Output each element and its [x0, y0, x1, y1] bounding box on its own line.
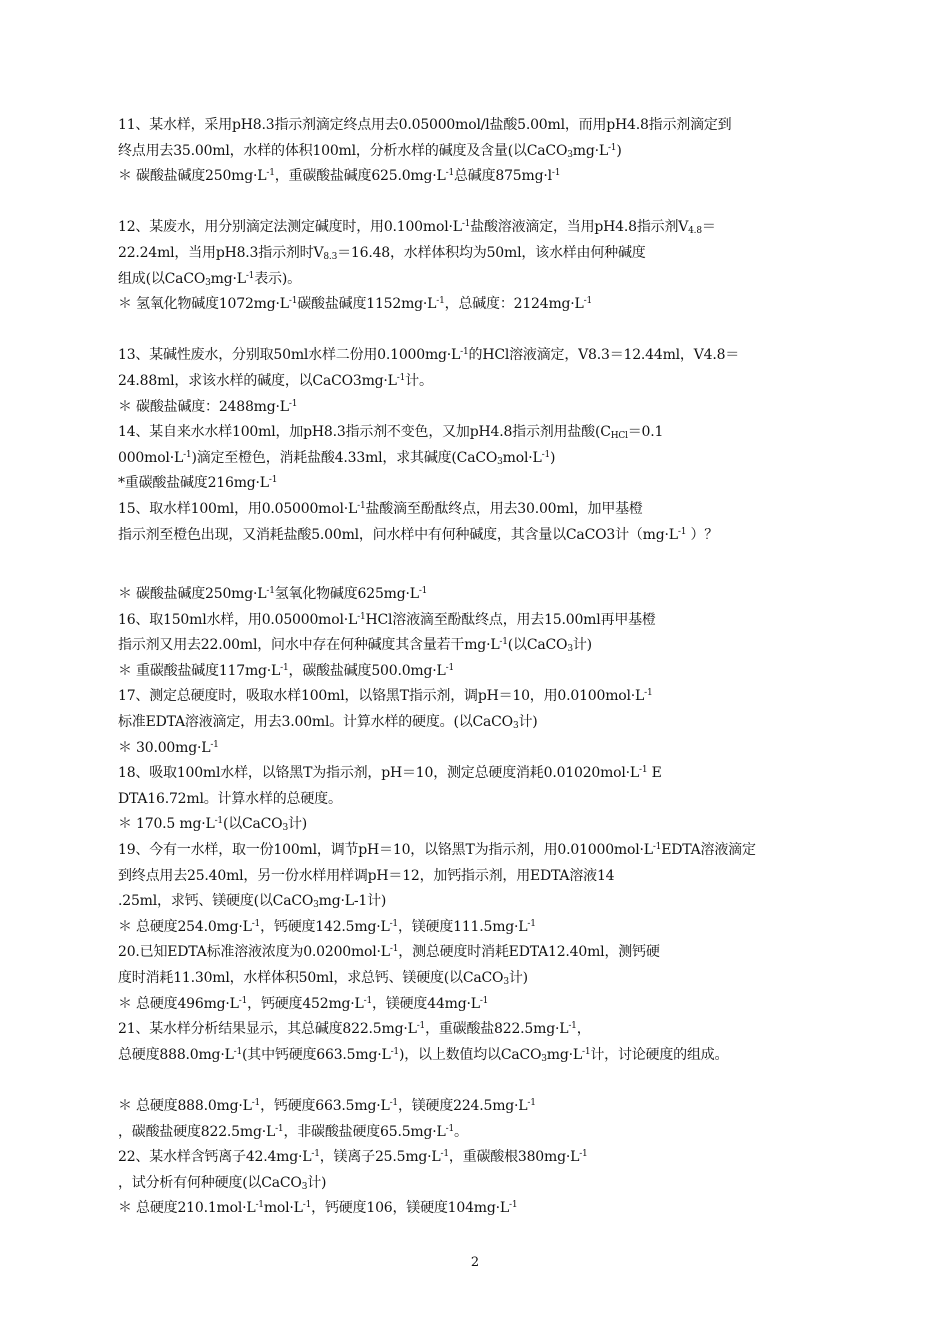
text-line: 标准EDTA溶液滴定，用去3.00ml。计算水样的硬度。(以CaCO$_3$计) — [118, 714, 538, 731]
text-line: 指示剂至橙色出现，又消耗盐酸5.00ml，问水样中有何种碱度，其含量以CaCO3计（$mg\cdot L^{-1}$ ）？ — [118, 526, 719, 543]
text-line: 18、吸取100ml水样，以铬黑T为指示剂，pH＝10，测定总硬度消耗$0.01020mol\cdot L^{-1}$ E — [118, 765, 662, 782]
text-line: ＊ 碳酸盐碱度：$2488mg\cdot L^{-1}$ — [118, 398, 298, 415]
text-line: 15、取水样100ml，用$0.05000mol\cdot L^{-1}$盐酸滴至酚酞终点，用去30.00ml，加甲基橙 — [118, 500, 643, 517]
blank-line — [118, 557, 848, 583]
text-line: ，碳酸盐硬度$822.5mg\cdot L^{-1}$，非碳酸盐硬度$65.5mg\cdot L^{-1}$。 — [118, 1123, 468, 1140]
text-line: ＊ 碳酸盐碱度$250mg\cdot L^{-1}$氢氧化物碱度$625mg\cdot L^{-1}$ — [118, 586, 428, 603]
text-line: 20.已知EDTA标准溶液浓度为$0.0200mol\cdot L^{-1}$，测总硬度时消耗EDTA12.40ml，测钙硬 — [118, 944, 660, 961]
text-line: .25ml，求钙、镁硬度(以CaCO$_3$mg·L-1计) — [118, 893, 387, 911]
text-line: ＊ $30.00mg\cdot L^{-1}$ — [118, 739, 219, 756]
text-line: 22.24ml，当用pH8.3指示剂时$V_{8.3}=16.48$，水样体积均为50ml，该水样由何种碱度 — [118, 244, 646, 262]
text-line: ，试分析有何种硬度(以CaCO$_3$计) — [118, 1174, 327, 1192]
text-line: 11、某水样，采用pH8.3指示剂滴定终点用去0.05000mol/l盐酸5.00ml，而用pH4.8指示剂滴定到 — [118, 117, 732, 133]
text-line: 到终点用去25.40ml，另一份水样用样调pH＝12，加钙指示剂，用EDTA溶液14 — [118, 867, 615, 884]
text-line: 24.88ml，求该水样的碱度，以$CaCO3mg\cdot L^{-1}$计。 — [118, 372, 433, 389]
text-line: 度时消耗11.30ml，水样体积50ml，求总钙、镁硬度(以CaCO$_3$计) — [118, 970, 528, 987]
text-line: ＊ 碳酸盐碱度$250mg\cdot L^{-1}$，重碳酸盐碱度$625.0mg\cdot L^{-1}$总碱度$875mg\cdot l^{-1}$ — [118, 168, 561, 185]
text-line: 组成(以$CaCO_3mg\cdot L^{-1}$表示)。 — [118, 270, 301, 288]
text-line: DTA16.72ml。计算水样的总硬度。 — [118, 790, 342, 807]
text-line: ＊ 总硬度$254.0mg\cdot L^{-1}$，钙硬度$142.5mg\cdot L^{-1}$，镁硬度$111.5mg\cdot L^{-1}$ — [118, 918, 536, 935]
text-line: 21、某水样分析结果显示，其总碱度$822.5mg\cdot L^{-1}$，重碳酸盐$822.5mg\cdot L^{-1}$， — [118, 1021, 591, 1038]
text-line: ＊ 总硬度$888.0mg\cdot L^{-1}$，钙硬度$663.5mg\cdot L^{-1}$，镁硬度$224.5mg\cdot L^{-1}$ — [118, 1097, 536, 1114]
text-line: 终点用去35.00ml，水样的体积100ml，分析水样的碱度及含量(以$CaCO_3mg\cdot L^{-1}$) — [118, 142, 622, 160]
text-line: 13、某碱性废水，分别取50ml水样二份用$0.1000mg\cdot L^{-1}$的HCl溶液滴定，V8.3＝12.44ml，V4.8＝ — [118, 347, 740, 364]
blank-line — [118, 318, 848, 344]
text-line: ＊ 总硬度$496mg\cdot L^{-1}$，钙硬度$452mg\cdot L^{-1}$，镁硬度$44mg\cdot L^{-1}$ — [118, 995, 489, 1012]
document-body — [118, 113, 848, 1222]
text-line: ＊ 重碳酸盐碱度$117mg\cdot L^{-1}$，碳酸盐碱度$500.0mg\cdot L^{-1}$ — [118, 662, 454, 679]
text-line: 22、某水样含钙离子$42.4mg\cdot L^{-1}$，镁离子$25.5mg\cdot L^{-1}$，重碳酸根$380mg\cdot L^{-1}$ — [118, 1149, 588, 1166]
page-number: 2 — [470, 1255, 480, 1270]
text-line: 14、某自来水水样100ml，加pH8.3指示剂不变色，又加pH4.8指示剂用盐酸($C_{HCl}=0.1$ — [118, 424, 664, 441]
text-line: ＊ 总硬度$210.1mol\cdot L^{-1}mol\cdot L^{-1}$，钙硬度106，镁硬度$104mg\cdot L^{-1}$ — [118, 1200, 518, 1217]
text-line: ＊ 170.5 $mg\cdot L^{-1}$(以CaCO$_3$计) — [118, 816, 308, 834]
text-line: ＊ 氢氧化物碱度$1072mg\cdot L^{-1}$碳酸盐碱度$1152mg\cdot L^{-1}$，总碱度：$2124mg\cdot L^{-1}$ — [118, 296, 593, 313]
text-line: 16、取150ml水样，用$0.05000mol\cdot L^{-1}HCl$溶液滴至酚酞终点，用去15.00ml再甲基橙 — [118, 611, 656, 628]
text-line: $000mol\cdot L^{-1}$)滴定至橙色，消耗盐酸4.33ml，求其碱度$(CaCO_3mol\cdot L^{-1})$ — [118, 449, 556, 467]
text-line: 19、今有一水样，取一份100ml，调节pH＝10，以铬黑T为指示剂，用$0.01000mol\cdot L^{-1}EDTA$溶液滴定 — [118, 842, 756, 859]
text-line: *重碳酸盐碱度$216mg\cdot L^{-1}$ — [118, 475, 278, 492]
text-line: 总硬度$888.0mg\cdot L^{-1}$(其中钙硬度$663.5mg\cdot L^{-1}$)，以上数值均以$CaCO_3mg\cdot L^{-1}$计，讨论硬度的组成。 — [118, 1046, 729, 1064]
blank-line — [118, 190, 848, 216]
text-line: 指示剂又用去22.00ml，问水中存在何种碱度其含量若干$mg\cdot L^{-1}$(以CaCO$_3$计) — [118, 637, 592, 655]
text-line: 17、测定总硬度时，吸取水样100ml，以铬黑T指示剂，调pH＝10，用$0.0100mol\cdot L^{-1}$ — [118, 688, 653, 705]
blank-line — [118, 1068, 848, 1094]
text-line: 12、某废水，用分别滴定法测定碱度时，用$0.100mol\cdot L^{-1}$盐酸溶液滴定，当用pH4.8指示剂$V_{4.8}=$ — [118, 219, 716, 237]
